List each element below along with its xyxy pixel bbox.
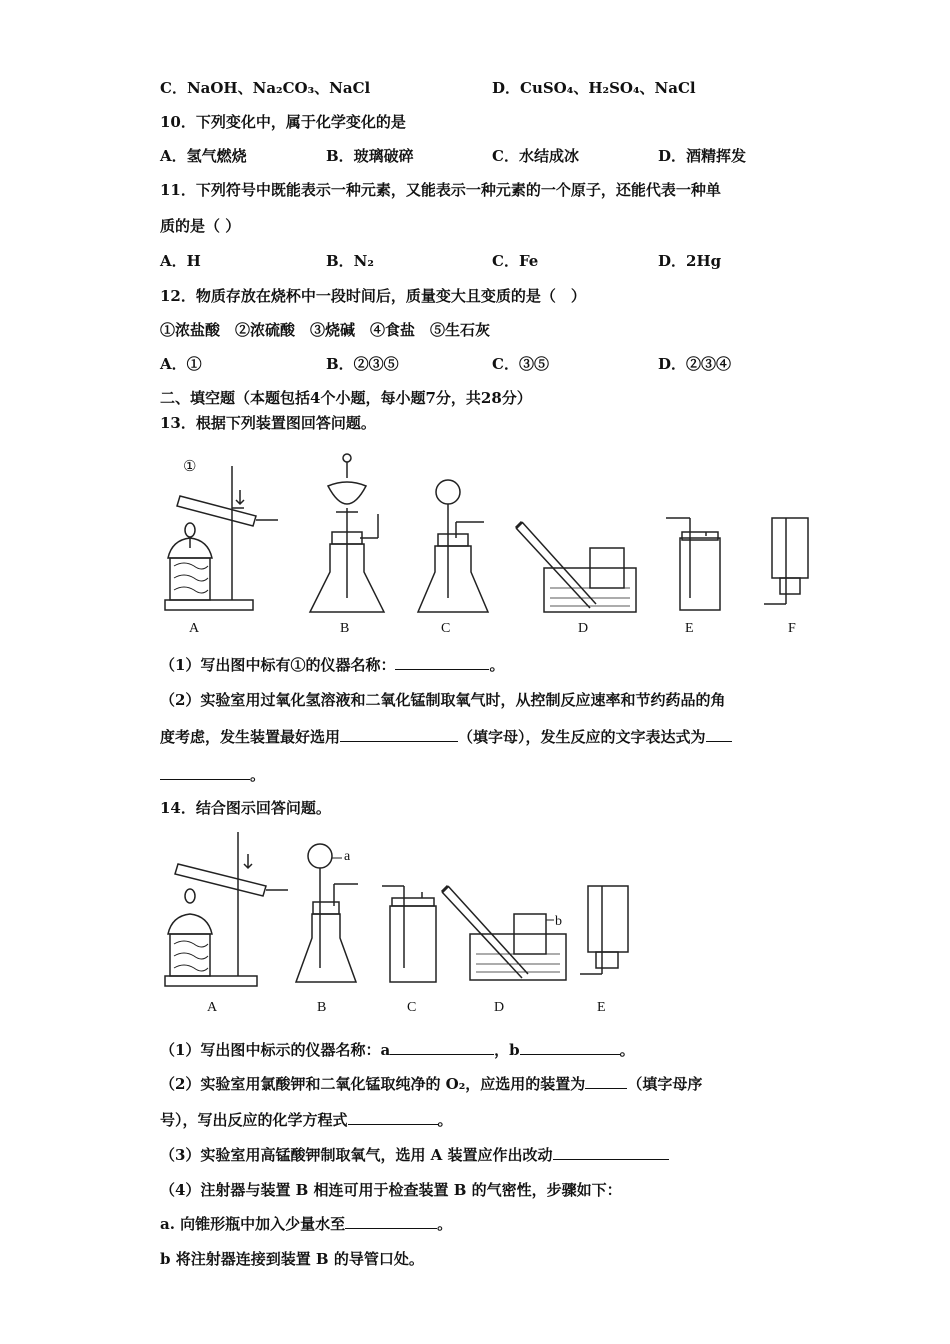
q14-a-blank[interactable] [390,1040,494,1055]
q13-apparatus-b [310,454,384,612]
q13-expression-blank[interactable] [706,727,732,742]
q14-step-a: a. 向锥形瓶中加入少量水至 。 [160,1215,453,1233]
q14-apparatus-a [165,832,288,986]
q11-stem-line2: 质的是（ ） [160,217,241,235]
q13-apparatus-c [418,480,488,612]
q13-label-f: F [788,621,796,636]
q10-option-b: B．玻璃破碎 [326,147,414,165]
q13-label-b: B [340,621,350,636]
q12-option-d: D．②③④ [658,355,732,373]
q13-apparatus-figure [160,448,820,648]
q14-equation-blank[interactable] [348,1110,438,1125]
q11-option-c: C．Fe [492,252,539,270]
q13-part2-line1: （2）实验室用过氧化氢溶液和二氧化锰制取氧气时，从控制反应速率和节约药品的角 [160,691,726,709]
q14-label-d: D [494,1000,505,1015]
q14-part1: （1）写出图中标示的仪器名称：a ，b 。 [160,1041,635,1059]
q13-stem: 13．根据下列装置图回答问题。 [160,414,376,432]
q14-part3: （3）实验室用高锰酸钾制取氧气，选用 A 装置应作出改动 [160,1145,669,1165]
q14-label-e: E [597,1000,606,1015]
q13-marker-1: ① [183,459,197,475]
q13-label-c: C [441,621,451,636]
q13-part2-line2: 度考虑，发生装置最好选用 （填字母），发生反应的文字表达式为 [160,727,732,747]
q14-apparatus-figure [160,828,650,993]
q11-option-d: D．2Hg [658,252,722,270]
q13-expression-blank-cont[interactable] [160,765,250,780]
q10-option-a: A．氢气燃烧 [160,147,247,165]
q14-part2-line2: 号），写出反应的化学方程式 。 [160,1111,453,1129]
q14-b-blank[interactable] [520,1040,620,1055]
q13-part2-line3: 。 [160,765,265,785]
q12-option-c: C．③⑤ [492,355,549,373]
q13-label-a: A [189,621,200,636]
q13-label-d: D [578,621,589,636]
q14-modification-blank[interactable] [553,1145,669,1160]
q14-stem: 14．结合图示回答问题。 [160,799,331,817]
q14-step-b: b 将注射器连接到装置 B 的导管口处。 [160,1250,424,1268]
q14-label-c: C [407,1000,417,1015]
q14-water-level-blank[interactable] [345,1214,437,1229]
q14-part2-line1: （2）实验室用氯酸钾和二氧化锰取纯净的 O₂，应选用的装置为 （填字母序 [160,1075,703,1093]
q11-option-b: B．N₂ [326,252,374,270]
q14-apparatus-e [580,886,628,974]
q10-stem: 10．下列变化中，属于化学变化的是 [160,113,406,131]
q13-part1-blank[interactable] [395,655,489,670]
q14-label-b-tag: b [555,914,562,929]
q9-option-d: D．CuSO₄、H₂SO₄、NaCl [492,79,696,97]
q13-apparatus-a [165,466,278,610]
q14-apparatus-blank[interactable] [585,1074,627,1089]
q13-apparatus-f [764,518,808,604]
section-heading: 二、填空题（本题包括4个小题，每小题7分，共28分） [160,389,532,407]
q10-option-d: D．酒精挥发 [658,147,747,165]
q11-stem-line1: 11．下列符号中既能表示一种元素，又能表示一种元素的一个原子，还能代表一种单 [160,181,721,199]
q14-label-a: A [207,1000,218,1015]
q10-option-c: C．水结成冰 [492,147,579,165]
q13-apparatus-e [666,518,720,610]
q11-option-a: A．H [160,252,201,270]
q14-apparatus-d [442,886,566,980]
q13-apparatus-blank[interactable] [340,727,458,742]
q12-items: ①浓盐酸 ②浓硫酸 ③烧碱 ④食盐 ⑤生石灰 [160,321,491,339]
q12-stem: 12．物质存放在烧杯中一段时间后，质量变大且变质的是（ ） [160,287,586,305]
q13-apparatus-d [516,522,636,612]
q14-apparatus-c [382,886,436,982]
q13-part1: （1）写出图中标有①的仪器名称： 。 [160,656,505,674]
q9-option-c: C．NaOH、Na₂CO₃、NaCl [160,79,371,97]
q14-part4: （4）注射器与装置 B 相连可用于检查装置 B 的气密性，步骤如下： [160,1181,622,1199]
q13-label-e: E [685,621,694,636]
q14-label-b: B [317,1000,327,1015]
q12-option-a: A．① [160,355,202,373]
q12-option-b: B．②③⑤ [326,355,399,373]
q14-label-a-tag: a [344,849,351,864]
